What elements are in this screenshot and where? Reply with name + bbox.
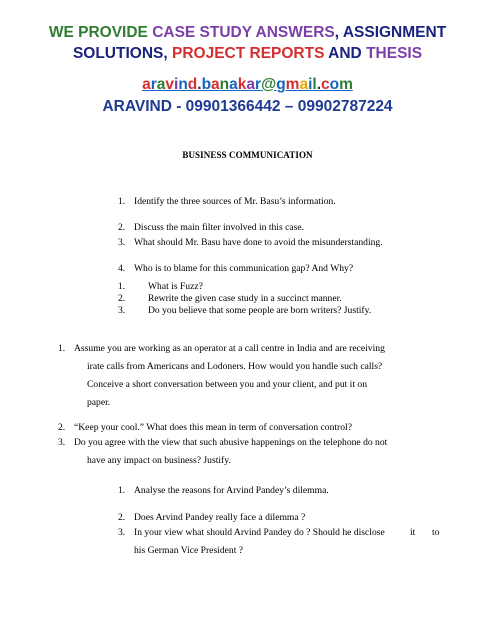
list-item-text: it <box>410 527 416 538</box>
list-item-number: 2. <box>58 422 66 433</box>
email-letter[interactable]: m <box>285 76 300 93</box>
list-item-text: Do you agree with the view that such abusive happenings on the telephone do not <box>74 437 388 448</box>
list-item-text: Identify the three sources of Mr. Basu’s information. <box>134 196 336 207</box>
email-letter[interactable]: a <box>142 76 151 93</box>
email-letter[interactable]: m <box>339 76 353 93</box>
list-item-text: his German Vice President ? <box>134 545 244 556</box>
list-item-number: 3. <box>118 527 126 538</box>
email-letter[interactable]: a <box>299 76 309 93</box>
list-item-text: Assume you are working as an operator at a call centre in India and are receiving <box>74 343 385 354</box>
email-letter[interactable]: . <box>197 76 202 93</box>
list-item-number: 3. <box>58 437 66 448</box>
email-letter[interactable]: a <box>211 76 220 93</box>
sub-item-text: Do you believe that some people are born writers? Justify. <box>148 305 372 316</box>
list-item-text: irate calls from Americans and Lodoners. How would you handle such calls? <box>87 361 383 372</box>
list-item-number: 2. <box>118 512 126 523</box>
email-letter[interactable]: l <box>312 76 317 93</box>
list-item-text: Conceive a short conversation between you and your client, and put it on <box>87 379 368 390</box>
list-item-number: 2. <box>118 222 126 233</box>
header-segment: , <box>334 24 343 41</box>
list-item-text: have any impact on business? Justify. <box>87 455 231 466</box>
header-line-1 <box>0 23 495 43</box>
email-letter[interactable]: n <box>178 76 188 93</box>
email-letter[interactable]: a <box>246 76 256 93</box>
email-letter[interactable]: r <box>150 76 157 93</box>
email-letter[interactable]: g <box>276 76 286 93</box>
list-item-number: 1. <box>118 485 126 496</box>
list-item-number: 1. <box>58 343 66 354</box>
list-item-text: Discuss the main filter involved in this case. <box>134 222 304 233</box>
header-segment: , <box>163 45 172 62</box>
email-letter[interactable]: b <box>201 76 212 93</box>
email-letter[interactable]: n <box>219 76 230 93</box>
header-segment: THESIS <box>366 45 423 62</box>
email-letter[interactable]: a <box>156 76 166 93</box>
header-segment: ASSIGNMENT <box>342 24 447 41</box>
list-item-text: Analyse the reasons for Arvind Pandey’s dilemma. <box>134 485 329 496</box>
sub-item-number: 3. <box>118 305 126 316</box>
list-item-text: paper. <box>87 397 111 408</box>
email-letter[interactable]: d <box>187 76 198 93</box>
list-item-number: 1. <box>118 196 126 207</box>
email-letter[interactable]: i <box>174 76 179 93</box>
list-item-text: Does Arvind Pandey really face a dilemma ? <box>134 512 306 523</box>
email-letter[interactable]: c <box>321 76 330 93</box>
list-item-text: “Keep your cool.” What does this mean in term of conversation control? <box>74 422 352 433</box>
email-letter[interactable]: @ <box>261 76 277 93</box>
email-letter[interactable]: i <box>308 76 313 93</box>
list-item-text: What should Mr. Basu have done to avoid the misunderstanding. <box>134 237 383 248</box>
email-letter[interactable]: k <box>237 76 247 93</box>
list-item-text: to <box>432 527 440 538</box>
list-item-number: 4. <box>118 263 126 274</box>
email-letter[interactable]: o <box>329 76 340 93</box>
header-segment: PROJECT REPORTS <box>171 45 325 62</box>
header-segment: SOLUTIONS <box>72 45 164 62</box>
list-item-text: In your view what should Arvind Pandey do ? Should he disclose <box>134 527 385 538</box>
sub-item-text: What is Fuzz? <box>148 281 203 292</box>
sub-item-number: 2. <box>118 293 126 304</box>
list-item-text: Who is to blame for this communication gap? And Why? <box>134 263 354 274</box>
header-segment: WE PROVIDE <box>48 24 153 41</box>
header-line-2 <box>0 44 495 64</box>
email-letter[interactable]: v <box>165 76 175 93</box>
header-email[interactable] <box>0 75 495 95</box>
email-letter[interactable]: . <box>316 76 322 93</box>
header-segment: AND <box>324 45 367 62</box>
sub-item-number: 1. <box>118 281 126 292</box>
list-item-number: 3. <box>118 237 126 248</box>
email-letter[interactable]: a <box>229 76 238 93</box>
document-title: BUSINESS COMMUNICATION <box>182 150 313 160</box>
header-phone: ARAVIND - 09901366442 – 09902787224 <box>102 98 393 115</box>
sub-item-text: Rewrite the given case study in a succinct manner. <box>148 293 342 304</box>
email-letter[interactable]: r <box>255 76 262 93</box>
header-segment: CASE STUDY ANSWERS <box>152 24 335 41</box>
